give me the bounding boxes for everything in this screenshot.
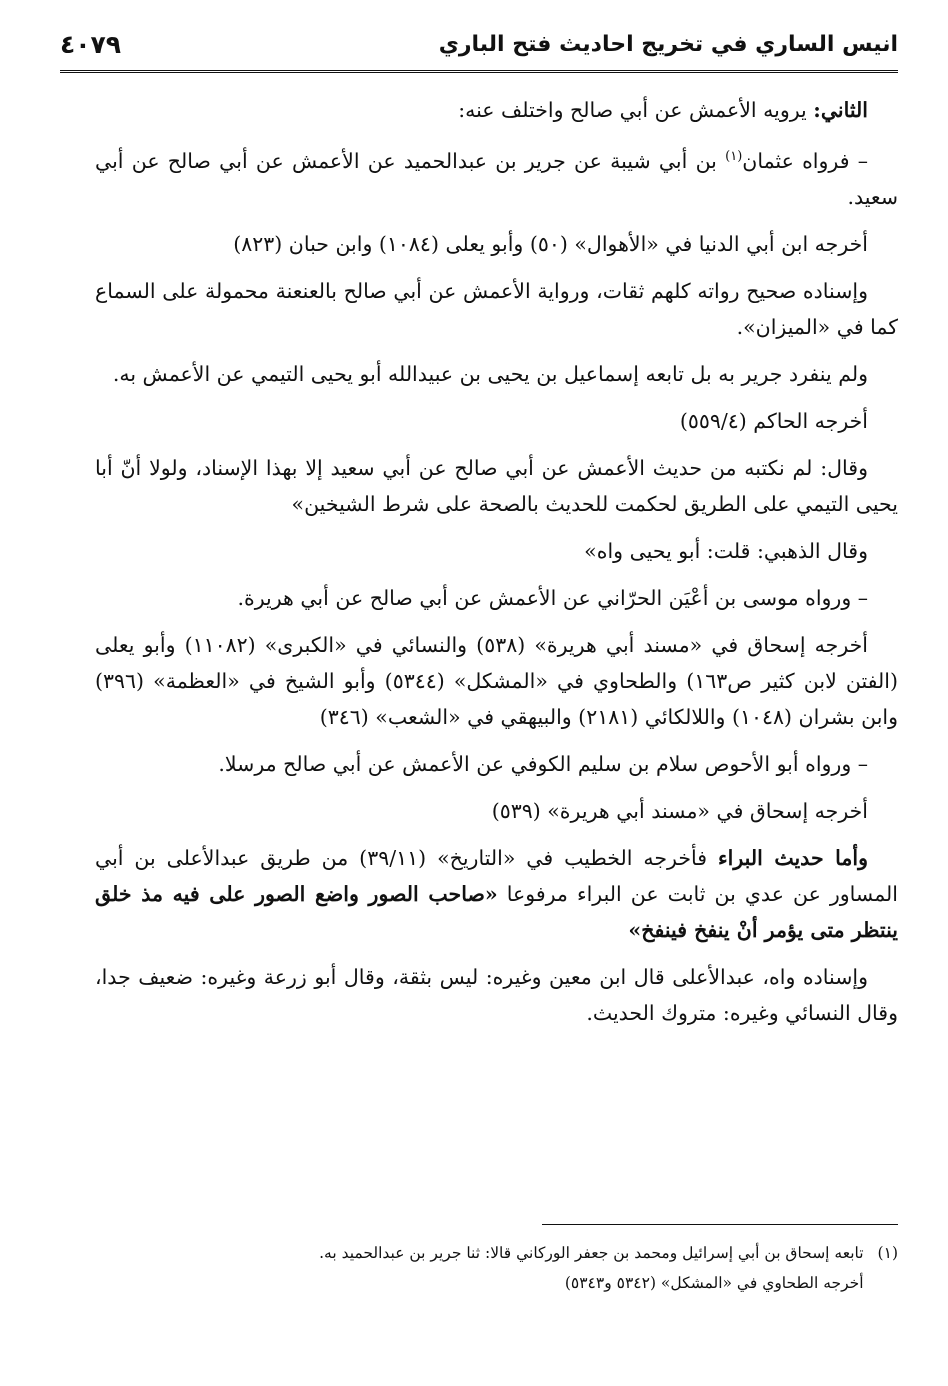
paragraph: ولم ينفرد جرير به بل تابعه إسماعيل بن يحيى بن عبيدالله أبو يحيى التيمي عن الأعمش به. bbox=[112, 361, 868, 386]
paragraph: وإسناده صحيح رواته كلهم ثقات، ورواية الأعمش عن أبي صالح بالعنعنة محمولة على السماع كما في «الميزان». bbox=[95, 278, 898, 339]
body-text bbox=[95, 92, 898, 1042]
footnote-line: أخرجه الطحاوي في «المشكل» (٥٣٤٢ و٥٣٤٣) bbox=[564, 1274, 864, 1292]
paragraph-text: يرويه الأعمش عن أبي صالح واختلف عنه: bbox=[458, 98, 814, 122]
footnote-marker: (١) bbox=[877, 1244, 898, 1262]
paragraph-text: – فرواه عثمان bbox=[742, 148, 868, 173]
footnote-reference: (١) bbox=[725, 149, 743, 164]
paragraph: وقال: لم نكتبه من حديث الأعمش عن أبي صالح عن أبي سعيد إلا بهذا الإسناد، ولولا أنّ أبا يحيى التيمي على الطريق لحكمت للحديث بالصحة على شرط الشيخين» bbox=[95, 455, 898, 516]
paragraph: وإسناده واه، عبدالأعلى قال ابن معين وغيره: ليس بثقة، وقال أبو زرعة وغيره: ضعيف جدا، وقال النسائي وغيره: متروك الحديث. bbox=[95, 964, 898, 1025]
page-header bbox=[60, 30, 898, 73]
hadith-quote: «صاحب الصور واضع الصور على فيه مذ خلق ينتظر متى يؤمر أنْ ينفخ فينفخ» bbox=[95, 881, 898, 942]
paragraph: أخرجه الحاكم (٥٥٩/٤) bbox=[679, 408, 868, 433]
footnotes bbox=[60, 1238, 898, 1298]
paragraph bbox=[95, 139, 898, 215]
paragraph: أخرجه إسحاق في «مسند أبي هريرة» (٥٣٩) bbox=[491, 798, 868, 823]
paragraph-text: فأخرجه الخطيب في «التاريخ» (٣٩/١١) من طريق عبدالأعلى بن أبي المساور عن عدي بن ثابت عن البراء مرفوعا bbox=[95, 845, 898, 906]
page-number: ٤٠٧٩ bbox=[60, 30, 122, 59]
running-title: انيس الساري في تخريج احاديث فتح الباري bbox=[438, 32, 898, 57]
paragraph: أخرجه إسحاق في «مسند أبي هريرة» (٥٣٨) والنسائي في «الكبرى» (١١٠٨٢) وأبو يعلى (الفتن لابن كثير ص١٦٣) والطحاوي في «المشكل» (٥٣٤٤) وأبو الشيخ في «العظمة» (٣٩٦) وابن بشران (١٠٤٨) واللالكائي (٢١٨١) والبيهقي في «الشعب» (٣٤٦) bbox=[95, 632, 898, 729]
paragraph-bold-text: وأما حديث البراء bbox=[718, 845, 868, 870]
paragraph: وقال الذهبي: قلت: أبو يحيى واه» bbox=[584, 538, 868, 563]
footnote-body bbox=[60, 1238, 864, 1298]
paragraph-text: بن أبي شيبة عن جرير بن عبدالحميد عن الأعمش عن أبي صالح عن أبي سعيد. bbox=[95, 148, 898, 209]
paragraph bbox=[95, 92, 898, 128]
footnote-line: تابعه إسحاق بن أبي إسرائيل ومحمد بن جعفر الوركاني قالا: ثنا جرير بن عبدالحميد به. bbox=[319, 1244, 864, 1262]
paragraph: أخرجه ابن أبي الدنيا في «الأهوال» (٥٠) وأبو يعلى (١٠٨٤) وابن حبان (٨٢٣) bbox=[233, 231, 868, 256]
footnote-separator bbox=[542, 1224, 898, 1225]
paragraph: – ورواه موسى بن أعْيَن الحرّاني عن الأعمش عن أبي صالح عن أبي هريرة. bbox=[237, 585, 868, 610]
paragraph: – ورواه أبو الأحوص سلام بن سليم الكوفي عن الأعمش عن أبي صالح مرسلا. bbox=[218, 751, 868, 776]
footnote bbox=[60, 1238, 898, 1298]
section-label: الثاني: bbox=[813, 98, 868, 122]
paragraph bbox=[95, 840, 898, 948]
